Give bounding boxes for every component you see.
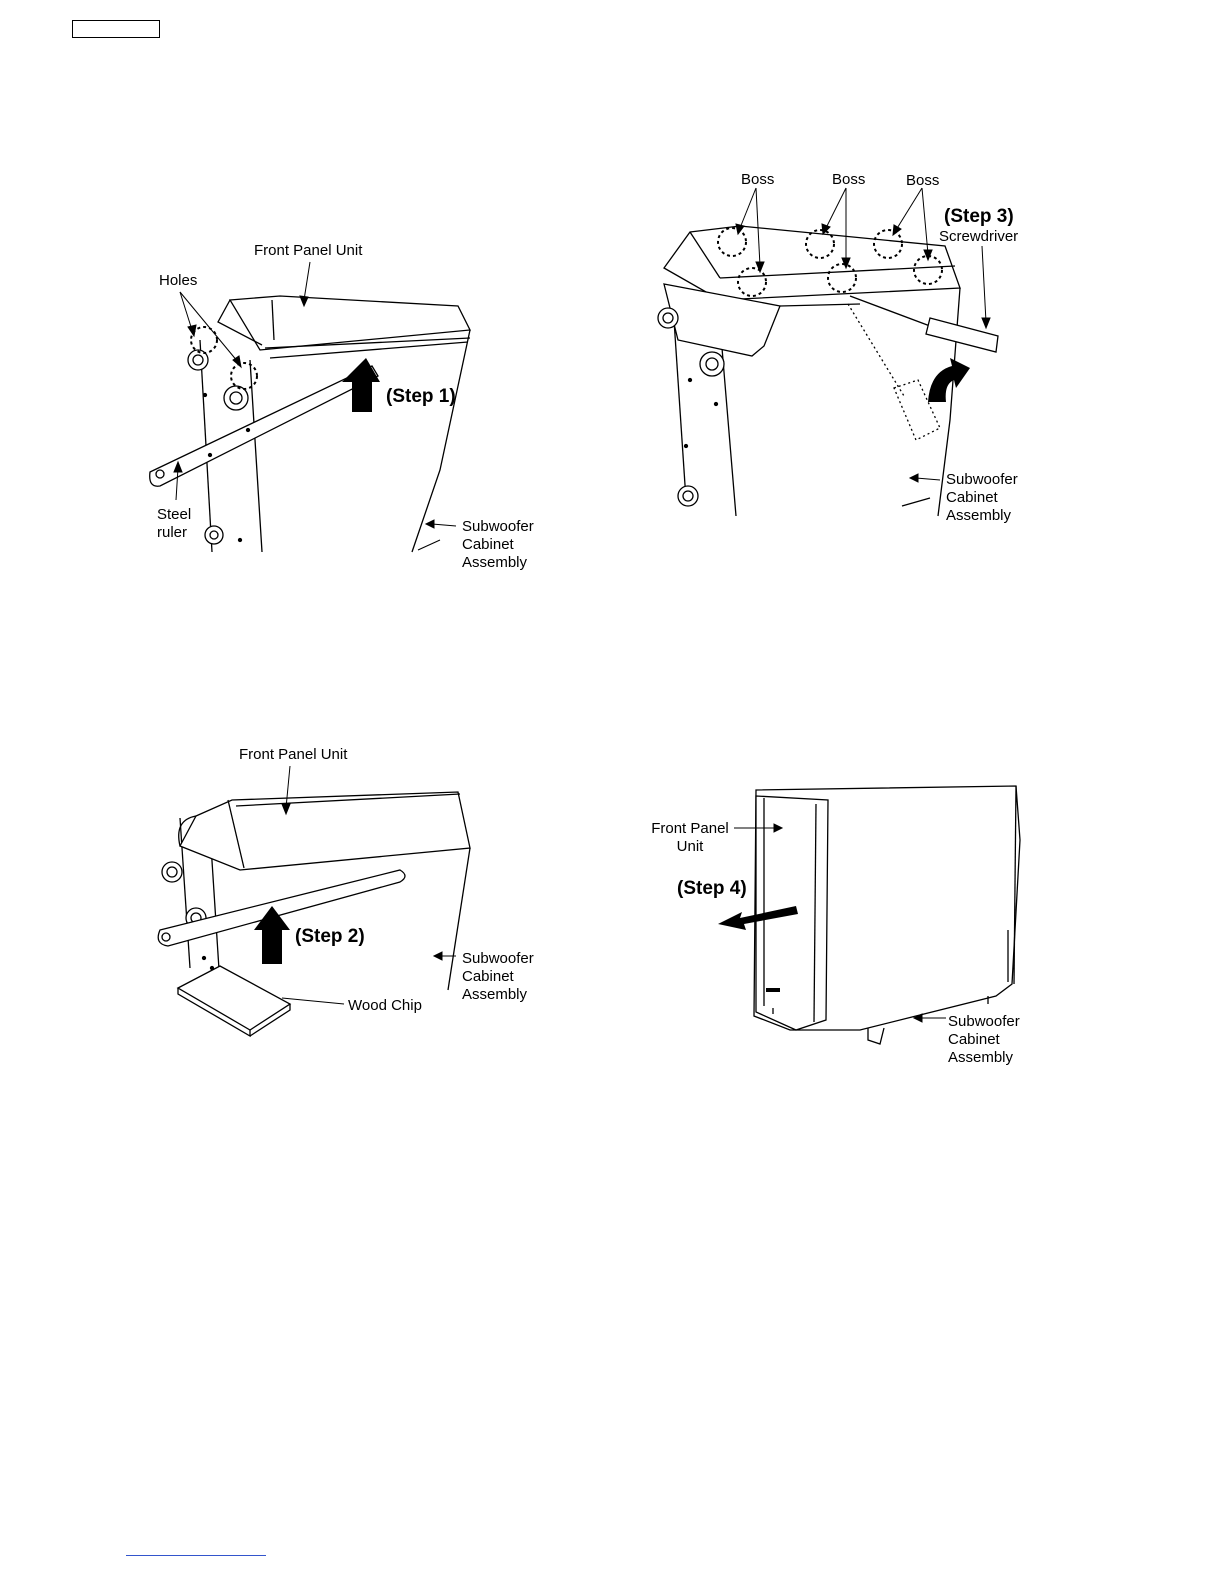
front-panel-unit-label: Front Panel Unit xyxy=(254,242,363,259)
subwoofer-cabinet-label-line1: Subwoofer xyxy=(948,1013,1020,1030)
wood-chip-label: Wood Chip xyxy=(348,997,422,1014)
front-panel-unit-label-line2: Unit xyxy=(676,838,704,855)
subwoofer-cabinet-label-line2: Cabinet xyxy=(462,536,514,553)
subwoofer-cabinet-label-line2: Cabinet xyxy=(462,968,514,985)
screwdriver-label: Screwdriver xyxy=(939,228,1019,245)
step-4-label: (Step 4) xyxy=(677,878,747,899)
step-1-label: (Step 1) xyxy=(386,386,456,407)
step-2-label: (Step 2) xyxy=(295,926,365,947)
subwoofer-cabinet-label-line3: Assembly xyxy=(462,986,528,1003)
subwoofer-cabinet-label-line1: Subwoofer xyxy=(462,950,534,967)
footer-link-line[interactable] xyxy=(126,1555,266,1556)
subwoofer-cabinet-label-line2: Cabinet xyxy=(948,1031,1000,1048)
steel-ruler-label-line2: ruler xyxy=(157,524,188,541)
front-panel-unit-label: Front Panel Unit xyxy=(239,746,348,763)
boss-label-3: Boss xyxy=(906,172,940,189)
subwoofer-cabinet-label-line3: Assembly xyxy=(948,1049,1014,1066)
step-3-label: (Step 3) xyxy=(944,206,1014,227)
subwoofer-cabinet-label-line1: Subwoofer xyxy=(946,471,1018,488)
subwoofer-cabinet-label-line2: Cabinet xyxy=(946,489,998,506)
subwoofer-cabinet-label-line3: Assembly xyxy=(462,554,528,571)
boss-label-1: Boss xyxy=(741,171,775,188)
steel-ruler-label-line1: Steel xyxy=(157,506,192,523)
subwoofer-cabinet-label-line3: Assembly xyxy=(946,507,1012,524)
boss-label-2: Boss xyxy=(832,171,866,188)
subwoofer-cabinet-label-line1: Subwoofer xyxy=(462,518,534,535)
front-panel-unit-label-line1: Front Panel xyxy=(651,820,729,837)
holes-label: Holes xyxy=(159,272,198,289)
